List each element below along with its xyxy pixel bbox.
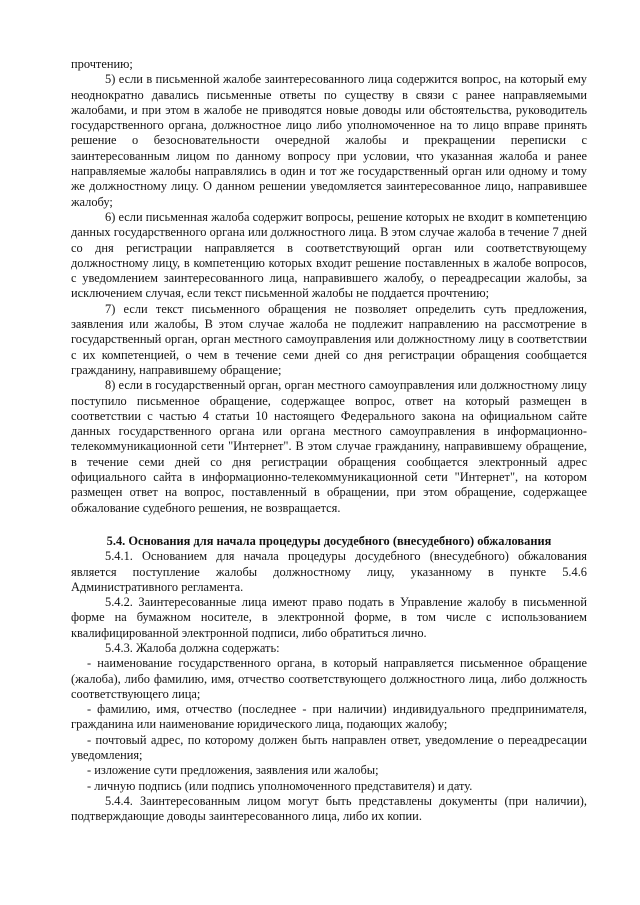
paragraph-5-4-2: 5.4.2. Заинтересованные лица имеют право подать в Управление жалобу в письменной форме на бумажном носителе, в электронной форме, в том числе с использованием квалифицированной электронной подписи, либо обратиться лично. — [71, 595, 587, 640]
list-item: - изложение сути предложения, заявления или жалобы; — [87, 763, 379, 778]
document-page — [71, 57, 587, 825]
paragraph-item-6: 6) если письменная жалоба содержит вопросы, решение которых не входит в компетенцию данных государственного органа или должностного лица. В этом случае жалоба в течение 7 дней со дня регистрации направляется в соответствующий орган или соответствующему должностному лицу, в компетенцию которых входит решение поставленных в жалобе вопросов, с уведомлением заинтересованного лица, направившего жалобу, о переадресации жалобы, за исключением случая, если текст письменной жалобы не поддается прочтению; — [71, 209, 587, 301]
paragraph-item-7: 7) если текст письменного обращения не позволяет определить суть предложения, заявления или жалобы, В этом случае жалоба не подлежит направлению на рассмотрение в государственный орган, орган местного самоуправления или должностному лицу в соответствии с их компетенцией, о чем в течение семи дней со дня регистрации обращения сообщается гражданину, направившему обращение; — [71, 301, 587, 377]
paragraph-continuation: прочтению; — [71, 57, 133, 71]
paragraph-5-4-1: 5.4.1. Основанием для начала процедуры досудебного (внесудебного) обжалования является поступление жалобы должностному лицу, указанному в пункте 5.4.6 Административного регламента. — [71, 549, 587, 594]
section-heading: 5.4. Основания для начала процедуры досудебного (внесудебного) обжалования — [106, 533, 552, 548]
paragraph-5-4-3: 5.4.3. Жалоба должна содержать: — [105, 640, 280, 655]
paragraph-item-5: 5) если в письменной жалобе заинтересованного лица содержится вопрос, на который ему неоднократно давались письменные ответы по существу в связи с ранее направляемыми жалобами, и при этом в жалобе не приводятся новые доводы или обстоятельства, руководитель государственного органа, должностное лицо либо уполномоченное на то лицо вправе принять решение о безосновательности очередной жалобы и прекращении переписки с заинтересованным лицом по данному вопросу при условии, что указанная жалоба и ранее направляемые жалобы направлялись в один и тот же государственный орган или одному и тому же должностному лицу. О данном решении уведомляется заинтересованное лицо, направившее жалобу; — [71, 72, 587, 209]
paragraph-item-8: 8) если в государственный орган, орган местного самоуправления или должностному лицу поступило письменное обращение, содержащее вопрос, ответ на который размещен в соответствии с частью 4 статьи 10 настоящего Федерального закона на официальном сайте данных государственного органа или органа местного самоуправления в информационно-телекоммуникационной сети "Интернет". В этом случае гражданину, направившему обращение, в течение семи дней со дня регистрации обращения сообщается электронный адрес официального сайта в информационно-телекоммуникационной сети "Интернет", на котором размещен ответ на вопрос, поставленный в обращении, при этом обращение, содержащее обжалование судебного решения, не возвращается. — [71, 378, 587, 515]
list-item: - фамилию, имя, отчество (последнее - при наличии) индивидуального предпринимателя, гражданина или наименование юридического лица, подающих жалобу; — [71, 702, 587, 732]
paragraph-5-4-4: 5.4.4. Заинтересованным лицом могут быть представлены документы (при наличии), подтверждающие доводы заинтересованного лица, либо их копии. — [71, 793, 587, 824]
list-item: - почтовый адрес, по которому должен быть направлен ответ, уведомление о переадресации уведомления; — [71, 732, 587, 763]
list-item: - личную подпись (или подпись уполномоченного представителя) и дату. — [87, 778, 473, 793]
list-item: - наименование государственного органа, в который направляется письменное обращение (жалоба), либо фамилию, имя, отчество соответствующего должностного лица, либо должность соответствующего лица; — [71, 656, 587, 701]
